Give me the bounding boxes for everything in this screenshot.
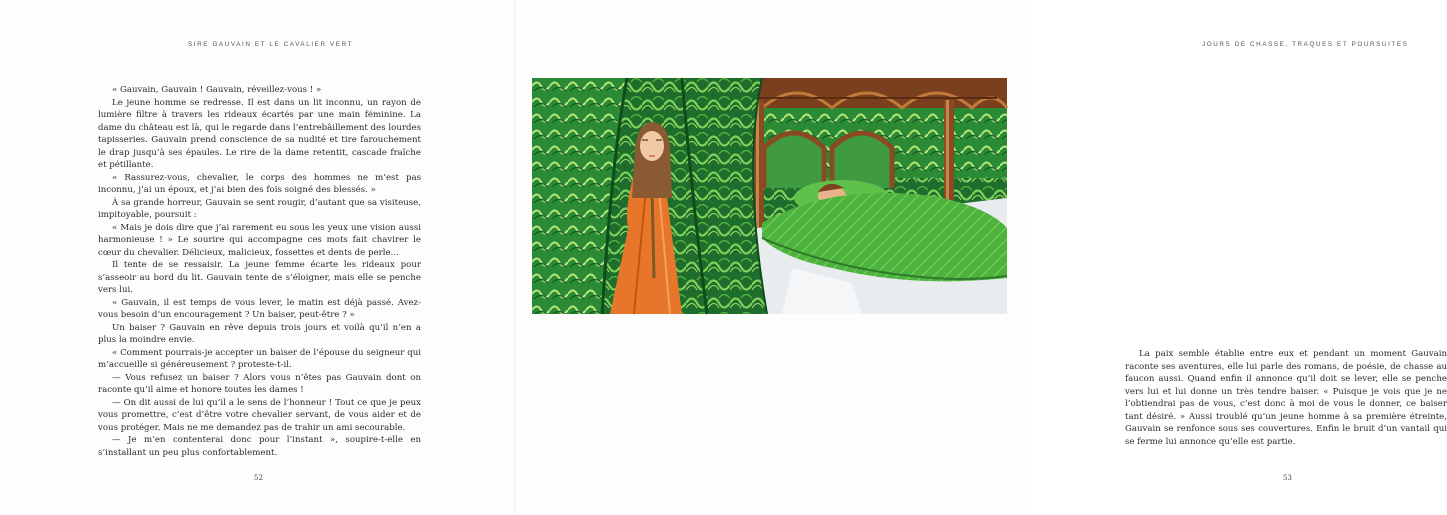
- left-paragraph: — On dit aussi de lui qu’il a le sens de l’honneur ! Tout ce que je peux vous promettre, c’est d’être votre chevalier servant, de vous aider et de vous protéger. Mais ne me demandez pas de trahir un ami secourable.: [98, 397, 421, 433]
- left-page-number: 52: [254, 474, 263, 482]
- left-paragraph: Le jeune homme se redresse. Il est dans un lit inconnu, un rayon de lumière filtre à travers les rideaux écartés par une main féminine. La dame du château est là, qui le regarde dans l’entrebâillement des lourdes tapisseries. Gauvain prend conscience de sa nudité et tire farouchement le drap jusqu’à ses épaules. Le rire de la dame retentit, cascade fraîche et pétillante.: [98, 97, 421, 170]
- left-paragraph: — Je m’en contenterai donc pour l’instant », soupire-t-elle en s’installant un peu plus confortablement.: [98, 435, 421, 458]
- left-paragraph: « Rassurez-vous, chevalier, le corps des hommes ne m’est pas inconnu, j’ai un époux, et j’ai bien des fois soigné des blessés. »: [98, 172, 421, 195]
- left-running-head: SIRE GAUVAIN ET LE CAVALIER VERT: [188, 41, 354, 48]
- left-paragraph: Il tente de se ressaisir. La jeune femme écarte les rideaux pour s’asseoir au bord du lit. Gauvain tente de s’éloigner, mais elle se penche vers lui.: [98, 260, 421, 295]
- right-page-number: 53: [1283, 474, 1292, 482]
- left-body-text: [98, 84, 421, 459]
- illustration-art: [532, 78, 1007, 314]
- right-body-text: [1125, 348, 1447, 448]
- illustration-lady-and-sleeping-knight: [532, 78, 1007, 314]
- left-paragraph: « Gauvain, Gauvain ! Gauvain, réveillez-vous ! »: [112, 85, 322, 95]
- right-paragraph: La paix semble établie entre eux et pendant un moment Gauvain raconte ses aventures, elle lui parle des romans, de poésie, de chasse au faucon aussi. Quand enfin il annonce qu’il doit se lever, elle se penche vers lui et lui donne un très tendre baiser. « Puisque je vois que je ne l’obtiendrai pas de vous, c’est donc à moi de vous le donner, ce baiser tant désiré. » Aussi troublé qu’un jeune homme à sa première étreinte, Gauvain se renfonce sous ses couvertures. Enfin le bruit d’un vantail qui se ferme lui annonce qu’elle est partie.: [1125, 349, 1447, 447]
- left-paragraph: Un baiser ? Gauvain en rêve depuis trois jours et voilà qu’il n’en a plus la moindre envie.: [98, 322, 421, 345]
- left-paragraph: « Mais je dois dire que j’ai rarement eu sous les yeux une vision aussi harmonieuse ! » Le sourire qui accompagne ces mots fait chavirer le cœur du chevalier. Délicieux, malicieux, fossettes et dents de perle…: [98, 222, 421, 258]
- left-paragraph: « Gauvain, il est temps de vous lever, le matin est déjà passé. Avez-vous besoin d’un encouragement ? Un baiser, peut-être ? »: [98, 297, 421, 320]
- left-page: [0, 0, 515, 515]
- left-paragraph: — Vous refusez un baiser ? Alors vous n’êtes pas Gauvain dont on raconte qu’il aime et honore toutes les dames !: [98, 372, 421, 395]
- right-running-head: JOURS DE CHASSE, TRAQUES ET POURSUITES: [1202, 41, 1409, 48]
- left-paragraph: À sa grande horreur, Gauvain se sent rougir, d’autant que sa visiteuse, impitoyable, poursuit :: [98, 197, 421, 220]
- left-paragraph: « Comment pourrais-je accepter un baiser de l’épouse du seigneur qui m’accueille si généreusement ? proteste-t-il.: [98, 347, 421, 370]
